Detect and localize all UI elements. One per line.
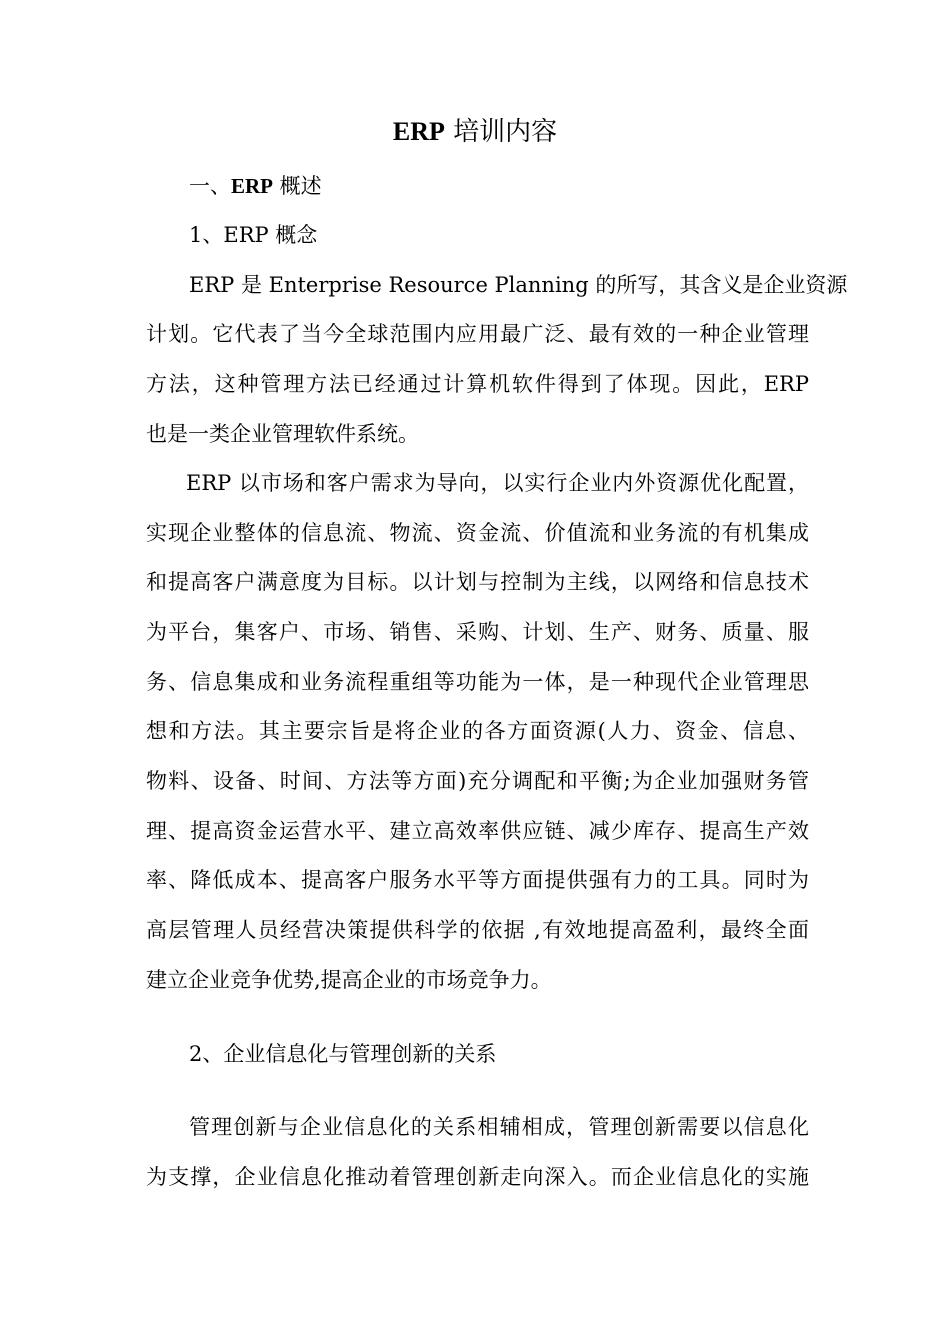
para2-line: 务、信息集成和业务流程重组等功能为一体，是一种现代企业管理思: [146, 670, 809, 694]
section-heading-1: [189, 171, 322, 201]
section-prefix: 一、: [189, 174, 231, 198]
para2-line: 理、提高资金运营水平、建立高效率供应链、减少库存、提高生产效: [146, 819, 809, 843]
para2-line: 想和方法。其主要宗旨是将企业的各方面资源(人力、资金、信息、: [146, 719, 809, 743]
document-title: [0, 114, 950, 150]
para2-line: 建立企业竞争优势,提高企业的市场竞争力。: [146, 968, 552, 992]
para2-line: 高层管理人员经营决策提供科学的依据 ,有效地提高盈利，最终全面: [146, 918, 809, 942]
para1-line: 也是一类企业管理软件系统。: [146, 422, 419, 446]
para2-line: 实现企业整体的信息流、物流、资金流、价值流和业务流的有机集成: [146, 521, 809, 545]
para3-line: 管理创新与企业信息化的关系相辅相成，管理创新需要以信息化: [189, 1115, 809, 1139]
subsection-heading-2: 2、企业信息化与管理创新的关系: [189, 1042, 497, 1066]
para2-line: 和提高客户满意度为目标。以计划与控制为主线，以网络和信息技术: [146, 570, 809, 594]
para3-line: 为支撑，企业信息化推动着管理创新走向深入。而企业信息化的实施: [146, 1165, 809, 1189]
title-english: ERP: [392, 117, 445, 146]
para2-line: ERP 以市场和客户需求为导向，以实行企业内外资源优化配置，: [186, 471, 809, 495]
subsection-heading-1: 1、ERP 概念: [189, 223, 318, 247]
para2-line: 物料、设备、时间、方法等方面)充分调配和平衡;为企业加强财务管: [146, 769, 809, 793]
title-chinese: 培训内容: [444, 117, 558, 147]
section-bold-term: ERP: [231, 174, 273, 198]
para2-line: 为平台，集客户、市场、销售、采购、计划、生产、财务、质量、服: [146, 620, 809, 644]
para1-line: 方法，这种管理方法已经通过计算机软件得到了体现。因此，ERP: [146, 372, 809, 396]
section-suffix: 概述: [273, 174, 322, 198]
para1-line: 计划。它代表了当今全球范围内应用最广泛、最有效的一种企业管理: [146, 322, 809, 346]
para1-line: ERP 是 Enterprise Resource Planning 的所写，其含义是企业资源: [189, 273, 848, 297]
para2-line: 率、降低成本、提高客户服务水平等方面提供强有力的工具。同时为: [146, 868, 809, 892]
